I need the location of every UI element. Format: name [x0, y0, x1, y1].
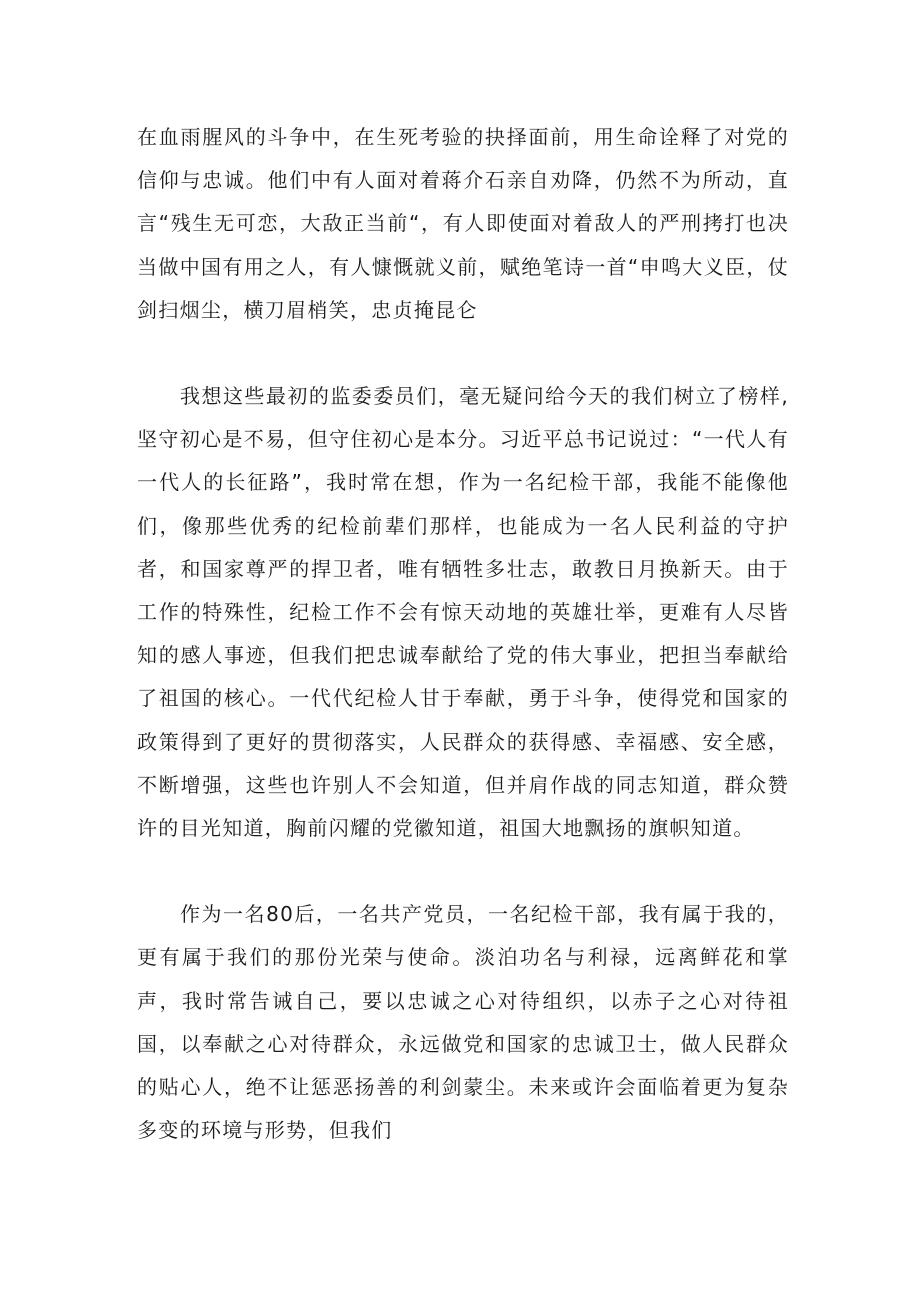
paragraph-3: 作为一名80后，一名共产党员，一名纪检干部，我有属于我的，更有属于我们的那份光荣与使命。淡泊功名与利禄，远离鲜花和掌声，我时常告诫自己，要以忠诚之心对待组织，以赤子之心对待祖国，以奉献之心对待群众，永远做党和国家的忠诚卫士，做人民群众的贴心人，绝不让惩恶扬善的利剑蒙尘。未来或许会面临着更为复杂多变的环境与形势，但我们 [137, 902, 789, 1143]
paragraph-1: 在血雨腥风的斗争中，在生死考验的抉择面前，用生命诠释了对党的信仰与忠诚。他们中有人面对着蒋介石亲自劝降，仍然不为所动，直言“残生无可恋，大敌正当前“，有人即使面对着敌人的严刑拷打也决当做中国有用之人，有人慷慨就义前，赋绝笔诗一首“申鸣大义臣，仗剑扫烟尘，横刀眉梢笑，忠贞掩昆仑 [137, 125, 789, 322]
document-body [137, 116, 789, 1152]
paragraph-2: 我想这些最初的监委委员们，毫无疑问给今天的我们树立了榜样,坚守初心是不易，但守住初心是本分。习近平总书记说过：“一代人有一代人的长征路”，我时常在想，作为一名纪检干部，我能不能像他们，像那些优秀的纪检前辈们那样，也能成为一名人民利益的守护者，和国家尊严的捍卫者，唯有牺牲多壮志，敢教日月换新天。由于工作的特殊性，纪检工作不会有惊天动地的英雄壮举，更难有人尽皆知的感人事迹，但我们把忠诚奉献给了党的伟大事业，把担当奉献给了祖国的核心。一代代纪检人甘于奉献，勇于斗争，使得党和国家的政策得到了更好的贯彻落实，人民群众的获得感、幸福感、安全感，不断增强，这些也许别人不会知道，但并肩作战的同志知道，群众赞许的目光知道，胸前闪耀的党徽知道，祖国大地飘扬的旗帜知道。 [137, 384, 789, 841]
